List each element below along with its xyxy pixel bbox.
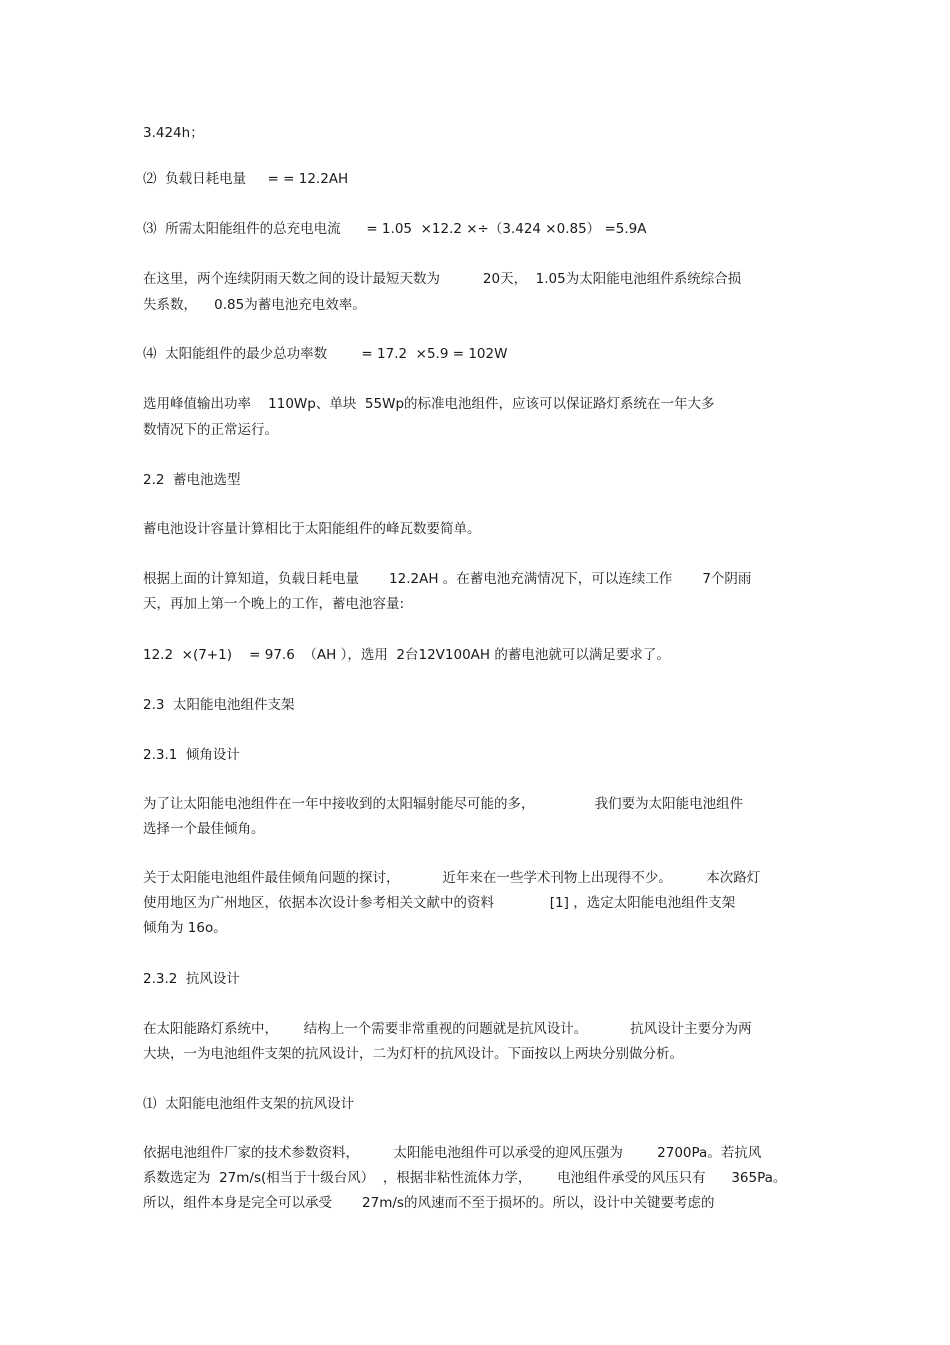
section-heading: 2.3 太阳能电池组件支架: [143, 697, 295, 713]
text-line: ⑶ 所需太阳能组件的总充电电流 = 1.05 ×12.2 ×÷（3.424 ×0.85） =5.9A: [143, 221, 647, 237]
section-heading: 2.2 蓄电池选型: [143, 472, 241, 488]
subsection-heading: 2.3.2 抗风设计: [143, 971, 240, 987]
text-line: ⑷ 太阳能组件的最少总功率数 = 17.2 ×5.9 = 102W: [143, 346, 508, 362]
text-line: 蓄电池设计容量计算相比于太阳能组件的峰瓦数要简单。: [143, 521, 481, 537]
text-line: 关于太阳能电池组件最佳倾角问题的探讨， 近年来在一些学术刊物上出现得不少。 本次路灯: [143, 870, 761, 886]
text-line: 在这里，两个连续阴雨天数之间的设计最短天数为 20天， 1.05为太阳能电池组件系统综合损: [143, 271, 742, 287]
text-line: 所以，组件本身是完全可以承受 27m/s的风速而不至于损坏的。所以，设计中关键要考虑的: [143, 1195, 715, 1211]
text-line: 根据上面的计算知道，负载日耗电量 12.2AH 。在蓄电池充满情况下，可以连续工作 7个阴雨: [143, 571, 752, 587]
text-line: 失系数， 0.85为蓄电池充电效率。: [143, 297, 366, 313]
text-line: 选用峰值输出功率 110Wp、单块 55Wp的标准电池组件，应该可以保证路灯系统在一年大多: [143, 396, 715, 412]
subsection-heading: 2.3.1 倾角设计: [143, 747, 240, 763]
text-line: 依据电池组件厂家的技术参数资料， 太阳能电池组件可以承受的迎风压强为 2700Pa。若抗风: [143, 1145, 762, 1161]
text-line: 12.2 ×(7+1) = 97.6 （AH ），选用 2台12V100AH 的蓄电池就可以满足要求了。: [143, 647, 670, 663]
text-line: 系数选定为 27m/s(相当于十级台风） ，根据非粘性流体力学， 电池组件承受的风压只有 365Pa。: [143, 1170, 787, 1186]
text-line: 为了让太阳能电池组件在一年中接收到的太阳辐射能尽可能的多， 我们要为太阳能电池组件: [143, 796, 744, 812]
text-line: 天，再加上第一个晚上的工作，蓄电池容量:: [143, 596, 405, 612]
list-item-heading: ⑴ 太阳能电池组件支架的抗风设计: [143, 1096, 355, 1112]
text-line: 3.424h；: [143, 125, 204, 141]
text-line: 倾角为 16o。: [143, 920, 227, 936]
text-line: 使用地区为广州地区，依据本次设计参考相关文献中的资料 [1] ，选定太阳能电池组件支架: [143, 895, 736, 911]
text-line: 大块，一为电池组件支架的抗风设计，二为灯杆的抗风设计。下面按以上两块分别做分析。: [143, 1046, 683, 1062]
text-line: 在太阳能路灯系统中， 结构上一个需要非常重视的问题就是抗风设计。 抗风设计主要分为两: [143, 1021, 752, 1037]
text-line: 选择一个最佳倾角。: [143, 821, 265, 837]
text-line: 数情况下的正常运行。: [143, 422, 278, 438]
text-line: ⑵ 负载日耗电量 = = 12.2AH: [143, 171, 349, 187]
